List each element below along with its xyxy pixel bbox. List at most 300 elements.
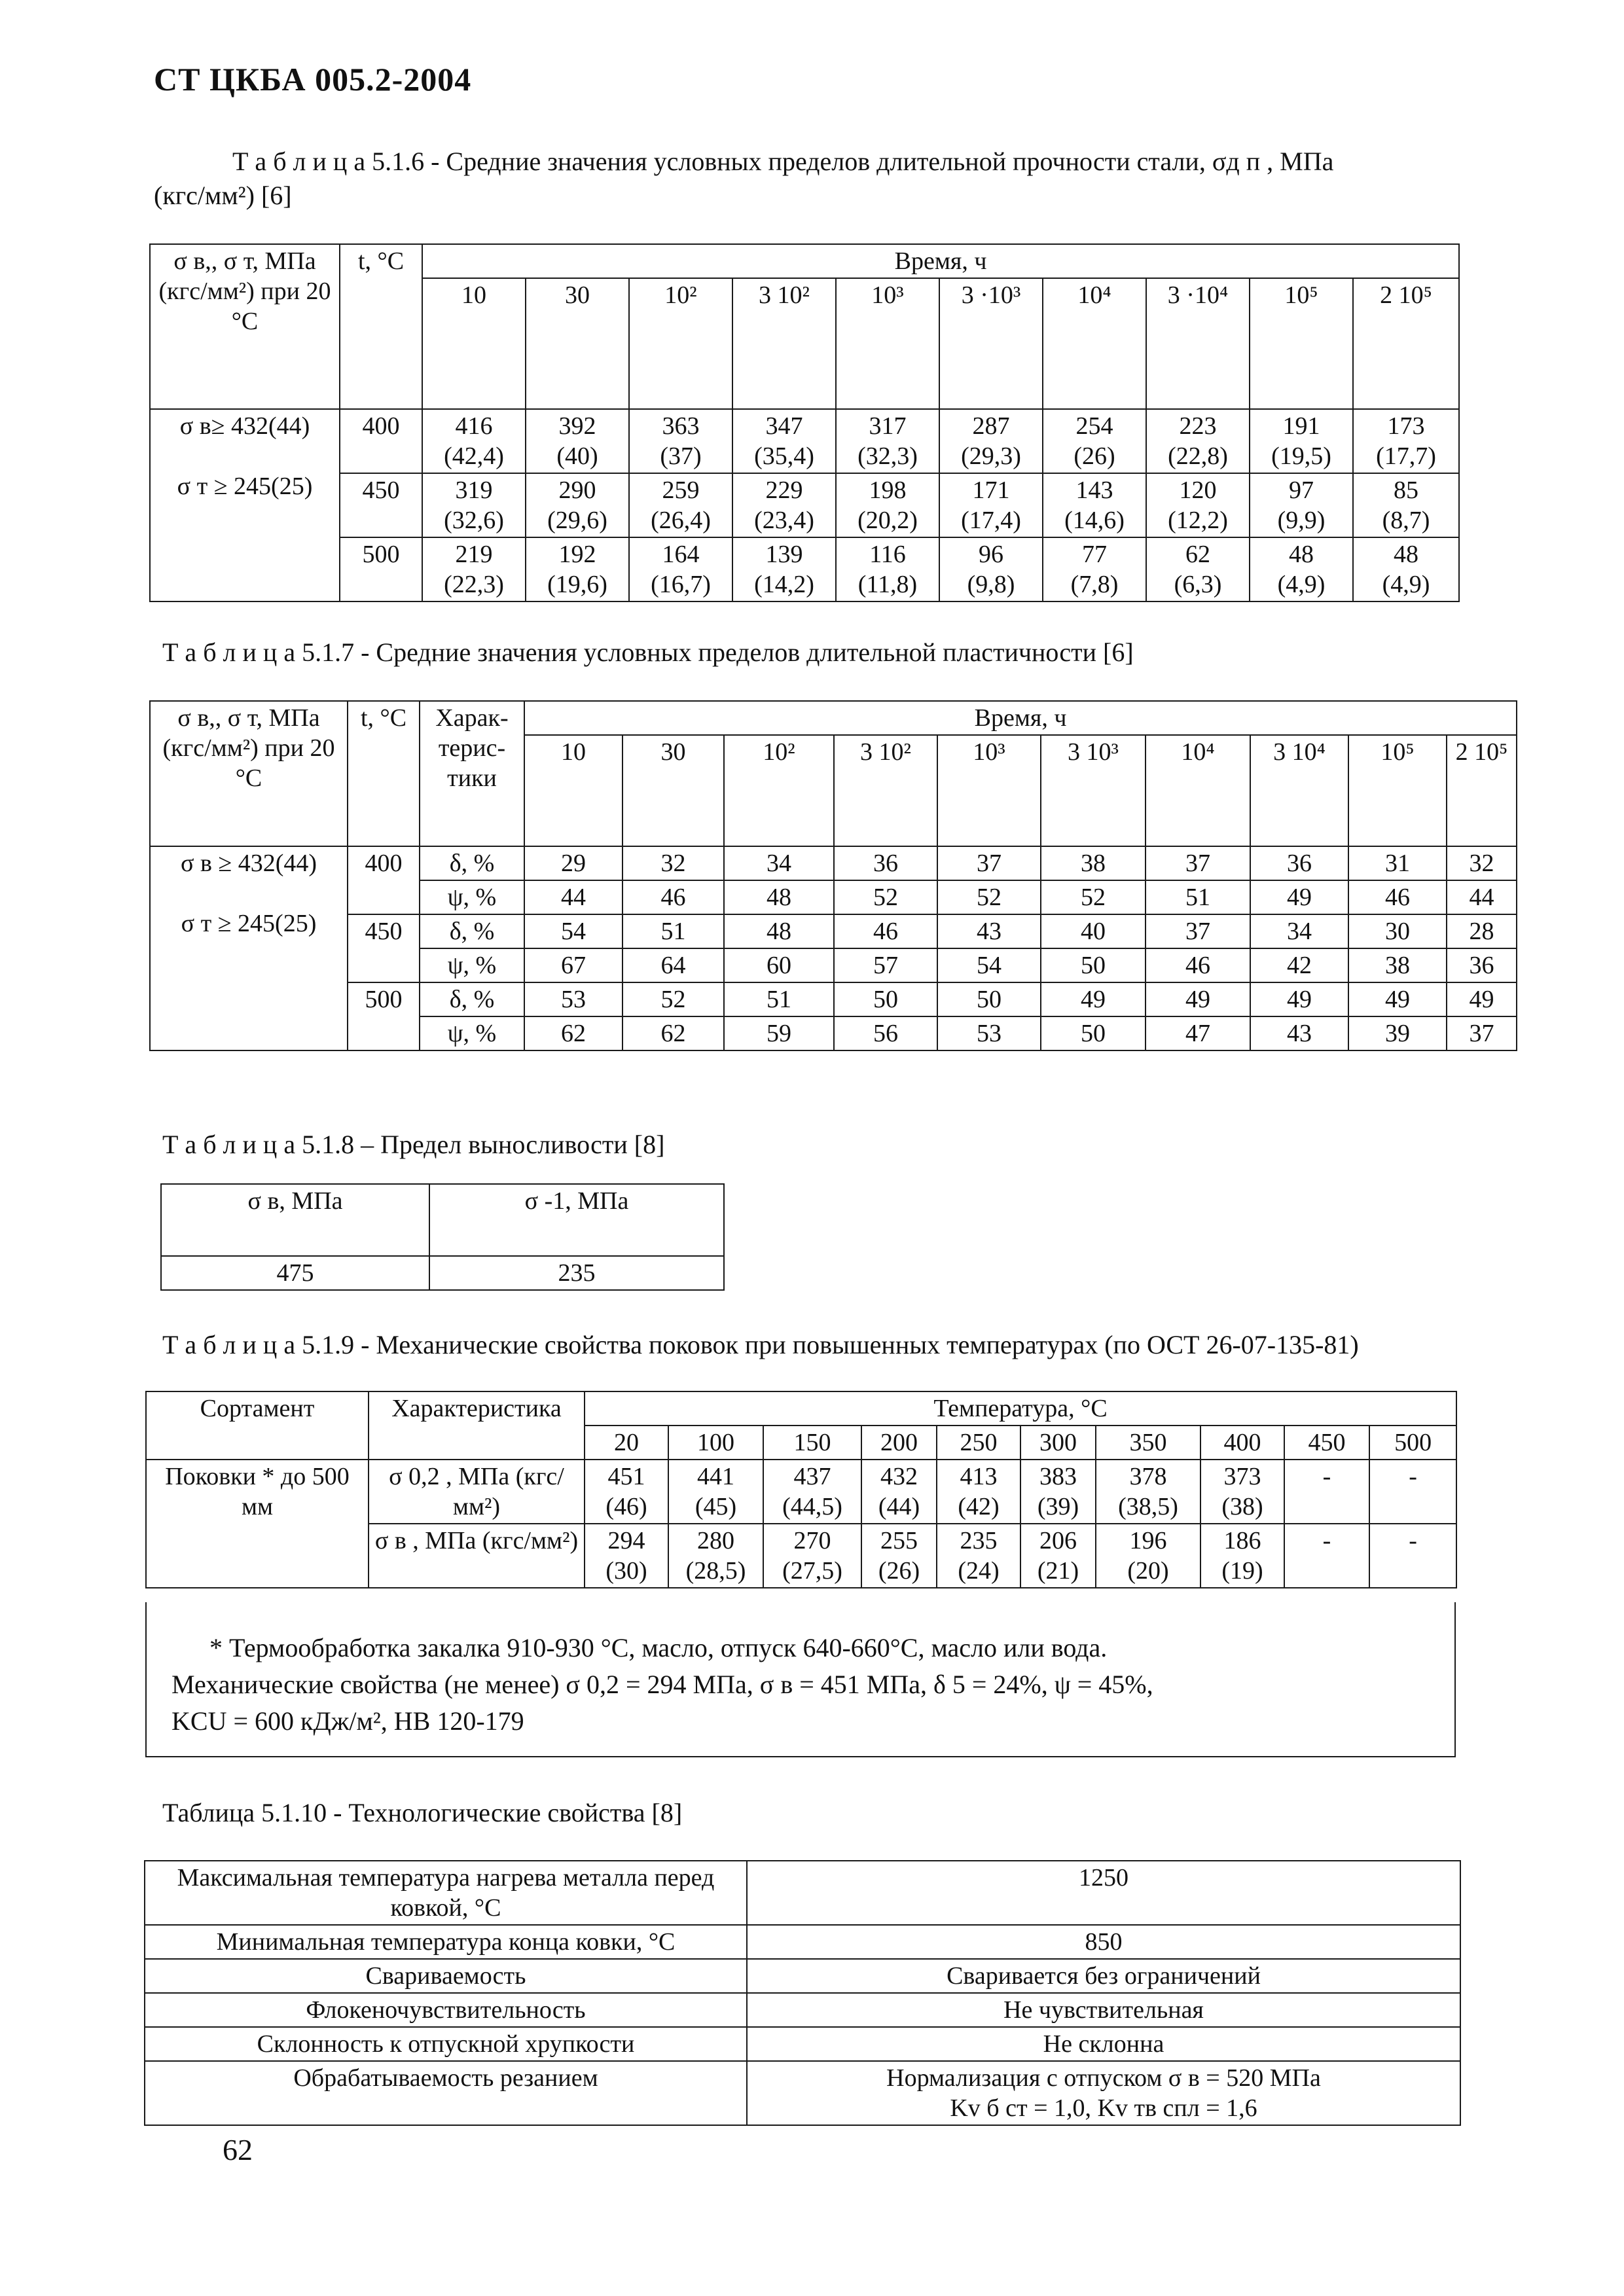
table-row bbox=[150, 914, 1517, 948]
table-5-1-7 bbox=[149, 700, 1517, 1051]
property-kgf: (45) bbox=[695, 1493, 737, 1520]
property-value bbox=[747, 1959, 1460, 1993]
stress-mpa: 85 bbox=[1394, 476, 1419, 504]
time-header: 2 10⁵ bbox=[1353, 278, 1459, 409]
table-row bbox=[145, 2061, 1460, 2125]
value-cell bbox=[422, 409, 526, 473]
property-kgf: (38) bbox=[1221, 1493, 1263, 1520]
value-cell: 47 bbox=[1146, 1016, 1250, 1050]
value-cell bbox=[1020, 1460, 1096, 1524]
value-cell: 46 bbox=[1146, 948, 1250, 982]
table-5-1-10-caption: Таблица 5.1.10 - Технологические свойства [8] bbox=[162, 1798, 683, 1827]
property-kgf: (44) bbox=[878, 1493, 920, 1520]
sigma-b-condition: σ в ≥ 432(44) bbox=[180, 850, 317, 877]
value-cell bbox=[1043, 473, 1146, 537]
temperature-header: 200 bbox=[861, 1426, 937, 1460]
time-header: 2 10⁵ bbox=[1447, 735, 1517, 846]
value-cell: 52 bbox=[1041, 880, 1146, 914]
value-cell: 50 bbox=[834, 982, 937, 1016]
property-value bbox=[747, 2027, 1460, 2061]
stress-mpa: 259 bbox=[662, 476, 700, 504]
value-cell: 64 bbox=[623, 948, 724, 982]
property-mpa: 378 bbox=[1129, 1463, 1167, 1490]
temperature-header: 150 bbox=[763, 1426, 861, 1460]
value-cell: 59 bbox=[724, 1016, 834, 1050]
stress-mpa: 164 bbox=[662, 541, 700, 568]
time-header: 3 10³ bbox=[1041, 735, 1146, 846]
property-mpa: 280 bbox=[697, 1527, 734, 1554]
stress-kgf: (9,8) bbox=[967, 571, 1015, 598]
stress-kgf: (40) bbox=[556, 442, 598, 470]
stress-kgf: (26,4) bbox=[651, 507, 711, 534]
value-cell bbox=[1146, 473, 1250, 537]
stress-mpa: 48 bbox=[1394, 541, 1419, 568]
property-value-text-2: Kv б ст = 1,0, Kv тв спл = 1,6 bbox=[950, 2094, 1257, 2122]
stress-mpa: 363 bbox=[662, 412, 700, 440]
table-row bbox=[146, 1460, 1456, 1524]
value-cell: 52 bbox=[937, 880, 1041, 914]
table-row bbox=[150, 982, 1517, 1016]
value-cell bbox=[1096, 1524, 1200, 1588]
header-sigma-minus1: σ -1, МПа bbox=[429, 1184, 724, 1256]
value-cell: 60 bbox=[724, 948, 834, 982]
stress-kgf: (26) bbox=[1074, 442, 1115, 470]
property-mpa: 206 bbox=[1039, 1527, 1077, 1554]
characteristic-cell: δ, % bbox=[420, 914, 524, 948]
property-value-text: Сваривается без ограничений bbox=[947, 1962, 1261, 1990]
stress-kgf: (20,2) bbox=[857, 507, 918, 534]
value-cell: 30 bbox=[1348, 914, 1447, 948]
stress-mpa: 229 bbox=[765, 476, 803, 504]
stress-kgf: (22,8) bbox=[1168, 442, 1228, 470]
property-mpa: 441 bbox=[697, 1463, 734, 1490]
value-cell: 50 bbox=[937, 982, 1041, 1016]
property-mpa: 294 bbox=[607, 1527, 645, 1554]
stress-mpa: 191 bbox=[1282, 412, 1320, 440]
value-cell bbox=[1200, 1524, 1284, 1588]
value-cell: 32 bbox=[1447, 846, 1517, 880]
time-header: 10² bbox=[724, 735, 834, 846]
time-header: 30 bbox=[526, 278, 629, 409]
value-cell: 44 bbox=[1447, 880, 1517, 914]
time-header: 10 bbox=[524, 735, 623, 846]
value-cell bbox=[939, 409, 1043, 473]
value-cell: 50 bbox=[1041, 948, 1146, 982]
temperature-cell: 450 bbox=[348, 914, 420, 982]
characteristic-cell: δ, % bbox=[420, 982, 524, 1016]
value-cell bbox=[732, 409, 836, 473]
value-cell: 29 bbox=[524, 846, 623, 880]
value-cell bbox=[763, 1460, 861, 1524]
stress-mpa: 317 bbox=[869, 412, 907, 440]
value-cell bbox=[668, 1524, 763, 1588]
sortament-cell: Поковки * до 500 мм bbox=[146, 1460, 369, 1588]
sigma-t-condition: σ т ≥ 245(25) bbox=[177, 473, 313, 500]
value-cell: 49 bbox=[1348, 982, 1447, 1016]
temperature-header: 300 bbox=[1020, 1426, 1096, 1460]
stress-mpa: 192 bbox=[558, 541, 596, 568]
table-row bbox=[145, 1925, 1460, 1959]
property-mpa: - bbox=[1409, 1463, 1417, 1490]
stress-mpa: 97 bbox=[1289, 476, 1314, 504]
temperature-header: 20 bbox=[585, 1426, 668, 1460]
header-characteristic: Характеристика bbox=[369, 1391, 585, 1460]
value-cell bbox=[732, 473, 836, 537]
table-5-1-10 bbox=[144, 1860, 1461, 2126]
table-row bbox=[150, 409, 1459, 473]
value-cell: 50 bbox=[1041, 1016, 1146, 1050]
stress-kgf: (17,7) bbox=[1376, 442, 1436, 470]
value-cell: 36 bbox=[1447, 948, 1517, 982]
value-cell bbox=[836, 473, 939, 537]
stress-kgf: (8,7) bbox=[1382, 507, 1430, 534]
table-row bbox=[150, 473, 1459, 537]
table-5-1-7-caption: Т а б л и ц а 5.1.7 - Средние значения условных пределов длительной пластичности [6] bbox=[162, 637, 1134, 667]
stress-kgf: (14,6) bbox=[1064, 507, 1125, 534]
strength-condition bbox=[150, 409, 340, 601]
property-kgf: (42) bbox=[958, 1493, 1000, 1520]
time-header: 10⁴ bbox=[1146, 735, 1250, 846]
value-sigma-b: 475 bbox=[161, 1256, 429, 1290]
value-cell: 53 bbox=[937, 1016, 1041, 1050]
value-cell bbox=[1284, 1460, 1369, 1524]
property-kgf: (38,5) bbox=[1118, 1493, 1178, 1520]
temperature-header: 450 bbox=[1284, 1426, 1369, 1460]
property-mpa: 196 bbox=[1129, 1527, 1167, 1554]
strength-condition bbox=[150, 846, 348, 1050]
time-header: 3 ·10⁴ bbox=[1146, 278, 1250, 409]
property-kgf: (19) bbox=[1221, 1557, 1263, 1585]
value-cell bbox=[763, 1524, 861, 1588]
value-cell: 48 bbox=[724, 914, 834, 948]
header-time: Время, ч bbox=[524, 701, 1517, 735]
value-cell bbox=[668, 1460, 763, 1524]
value-cell bbox=[1250, 537, 1353, 601]
stress-mpa: 290 bbox=[558, 476, 596, 504]
value-cell: 37 bbox=[937, 846, 1041, 880]
table-row bbox=[150, 537, 1459, 601]
value-cell bbox=[937, 1524, 1020, 1588]
stress-kgf: (17,4) bbox=[961, 507, 1021, 534]
value-cell: 32 bbox=[623, 846, 724, 880]
property-kgf: (24) bbox=[958, 1557, 1000, 1585]
time-header: 3 10² bbox=[834, 735, 937, 846]
value-cell: 52 bbox=[623, 982, 724, 1016]
value-cell: 36 bbox=[834, 846, 937, 880]
heat-treatment-note: * Термообработка закалка 910-930 °С, масло, отпуск 640-660°С, масло или вода. bbox=[209, 1633, 1108, 1662]
characteristic-cell: ψ, % bbox=[420, 880, 524, 914]
property-kgf: (27,5) bbox=[782, 1557, 842, 1585]
value-cell bbox=[861, 1524, 937, 1588]
time-header: 3 ·10³ bbox=[939, 278, 1043, 409]
property-name: Обрабатываемость резанием bbox=[145, 2061, 747, 2125]
value-cell: 38 bbox=[1348, 948, 1447, 982]
property-mpa: - bbox=[1322, 1527, 1331, 1554]
stress-mpa: 254 bbox=[1075, 412, 1113, 440]
sigma-t-condition: σ т ≥ 245(25) bbox=[181, 910, 317, 937]
property-kgf: (26) bbox=[878, 1557, 920, 1585]
value-cell: 49 bbox=[1041, 982, 1146, 1016]
value-cell bbox=[1250, 409, 1353, 473]
temperature-cell: 450 bbox=[340, 473, 422, 537]
property-kgf: (39) bbox=[1037, 1493, 1079, 1520]
property-mpa: 235 bbox=[960, 1527, 998, 1554]
stress-mpa: 48 bbox=[1289, 541, 1314, 568]
stress-kgf: (29,6) bbox=[547, 507, 607, 534]
value-cell bbox=[1146, 537, 1250, 601]
header-sigma-b: σ в, МПа bbox=[161, 1184, 429, 1256]
property-kgf: (28,5) bbox=[685, 1557, 746, 1585]
stress-kgf: (4,9) bbox=[1277, 571, 1326, 598]
temperature-header: 350 bbox=[1096, 1426, 1200, 1460]
stress-kgf: (9,9) bbox=[1277, 507, 1326, 534]
value-cell: 42 bbox=[1250, 948, 1348, 982]
value-cell: 28 bbox=[1447, 914, 1517, 948]
property-value bbox=[747, 1861, 1460, 1925]
value-cell: 49 bbox=[1250, 880, 1348, 914]
value-cell bbox=[1353, 473, 1459, 537]
table-row bbox=[145, 1861, 1460, 1925]
characteristic-cell: ψ, % bbox=[420, 948, 524, 982]
property-mpa: - bbox=[1409, 1527, 1417, 1554]
value-cell: 54 bbox=[937, 948, 1041, 982]
value-cell: 38 bbox=[1041, 846, 1146, 880]
value-cell: 37 bbox=[1447, 1016, 1517, 1050]
document-code: СТ ЦКБА 005.2-2004 bbox=[154, 61, 472, 98]
value-cell: 37 bbox=[1146, 914, 1250, 948]
header-sortament: Сортамент bbox=[146, 1391, 369, 1460]
value-cell: 52 bbox=[834, 880, 937, 914]
value-cell bbox=[939, 537, 1043, 601]
property-value bbox=[747, 1925, 1460, 1959]
stress-mpa: 173 bbox=[1387, 412, 1425, 440]
value-cell bbox=[1353, 537, 1459, 601]
value-sigma-minus1: 235 bbox=[429, 1256, 724, 1290]
characteristic-cell: σ 0,2 , МПа (кгс/мм²) bbox=[369, 1460, 585, 1524]
value-cell bbox=[629, 473, 732, 537]
characteristic-cell: σ в , МПа (кгс/мм²) bbox=[369, 1524, 585, 1588]
value-cell bbox=[836, 409, 939, 473]
property-mpa: 383 bbox=[1039, 1463, 1077, 1490]
stress-kgf: (6,3) bbox=[1174, 571, 1222, 598]
stress-kgf: (4,9) bbox=[1382, 571, 1430, 598]
time-header: 30 bbox=[623, 735, 724, 846]
value-cell bbox=[861, 1460, 937, 1524]
value-cell bbox=[1146, 409, 1250, 473]
value-cell: 49 bbox=[1250, 982, 1348, 1016]
characteristic-cell: δ, % bbox=[420, 846, 524, 880]
header-characteristics: Харак- терис- тики bbox=[420, 701, 524, 846]
property-value-text: 1250 bbox=[1079, 1864, 1128, 1892]
value-cell: 31 bbox=[1348, 846, 1447, 880]
table-5-1-6-title: - Средние значения условных пределов длительной прочности стали, σд п , МПа bbox=[424, 147, 1334, 176]
property-kgf: (21) bbox=[1037, 1557, 1079, 1585]
value-cell bbox=[585, 1524, 668, 1588]
property-mpa: 432 bbox=[880, 1463, 918, 1490]
stress-mpa: 198 bbox=[869, 476, 907, 504]
value-cell: 46 bbox=[1348, 880, 1447, 914]
value-cell bbox=[937, 1460, 1020, 1524]
value-cell: 57 bbox=[834, 948, 937, 982]
property-value-text: Не чувствительная bbox=[1003, 1996, 1204, 2024]
value-cell: 43 bbox=[1250, 1016, 1348, 1050]
value-cell: 62 bbox=[623, 1016, 724, 1050]
stress-kgf: (23,4) bbox=[754, 507, 814, 534]
value-cell bbox=[1369, 1524, 1456, 1588]
value-cell bbox=[732, 537, 836, 601]
value-cell: 49 bbox=[1146, 982, 1250, 1016]
time-header: 10⁵ bbox=[1250, 278, 1353, 409]
time-header: 10³ bbox=[937, 735, 1041, 846]
value-cell: 40 bbox=[1041, 914, 1146, 948]
temperature-header: 400 bbox=[1200, 1426, 1284, 1460]
time-header: 10³ bbox=[836, 278, 939, 409]
stress-kgf: (19,5) bbox=[1271, 442, 1331, 470]
value-cell: 51 bbox=[724, 982, 834, 1016]
value-cell bbox=[1043, 537, 1146, 601]
value-cell: 49 bbox=[1447, 982, 1517, 1016]
stress-mpa: 416 bbox=[455, 412, 493, 440]
time-header: 10² bbox=[629, 278, 732, 409]
value-cell bbox=[1200, 1460, 1284, 1524]
stress-mpa: 223 bbox=[1179, 412, 1217, 440]
property-name: Свариваемость bbox=[145, 1959, 747, 1993]
table-5-1-8-caption: Т а б л и ц а 5.1.8 – Предел выносливости [8] bbox=[162, 1130, 665, 1159]
property-name: Склонность к отпускной хрупкости bbox=[145, 2027, 747, 2061]
value-cell: 37 bbox=[1146, 846, 1250, 880]
stress-kgf: (12,2) bbox=[1168, 507, 1228, 534]
value-cell bbox=[1369, 1460, 1456, 1524]
stress-mpa: 319 bbox=[455, 476, 493, 504]
value-cell: 54 bbox=[524, 914, 623, 948]
value-cell bbox=[1020, 1524, 1096, 1588]
stress-kgf: (32,6) bbox=[444, 507, 504, 534]
value-cell bbox=[629, 537, 732, 601]
table-5-1-6 bbox=[149, 243, 1460, 602]
value-cell: 48 bbox=[724, 880, 834, 914]
table-row bbox=[145, 1959, 1460, 1993]
stress-kgf: (29,3) bbox=[961, 442, 1021, 470]
table-row bbox=[145, 1993, 1460, 2027]
value-cell bbox=[1250, 473, 1353, 537]
time-header: 3 10² bbox=[732, 278, 836, 409]
temperature-cell: 400 bbox=[340, 409, 422, 473]
stress-mpa: 96 bbox=[979, 541, 1003, 568]
value-cell: 67 bbox=[524, 948, 623, 982]
header-stress: σ в,, σ т, МПа (кгс/мм²) при 20 °С bbox=[150, 701, 348, 846]
property-mpa: 186 bbox=[1223, 1527, 1261, 1554]
header-stress: σ в,, σ т, МПа (кгс/мм²) при 20 °С bbox=[150, 244, 340, 409]
header-temperature: t, °С bbox=[348, 701, 420, 846]
value-cell: 56 bbox=[834, 1016, 937, 1050]
stress-kgf: (16,7) bbox=[651, 571, 711, 598]
stress-kgf: (32,3) bbox=[857, 442, 918, 470]
stress-mpa: 287 bbox=[972, 412, 1010, 440]
value-cell bbox=[526, 409, 629, 473]
value-cell bbox=[939, 473, 1043, 537]
value-cell bbox=[1096, 1460, 1200, 1524]
table-5-1-8 bbox=[160, 1183, 725, 1291]
temperature-header: 100 bbox=[668, 1426, 763, 1460]
value-cell bbox=[526, 537, 629, 601]
stress-mpa: 347 bbox=[765, 412, 803, 440]
property-name: Минимальная температура конца ковки, °С bbox=[145, 1925, 747, 1959]
stress-mpa: 219 bbox=[455, 541, 493, 568]
stress-mpa: 143 bbox=[1075, 476, 1113, 504]
value-cell bbox=[585, 1460, 668, 1524]
stress-kgf: (42,4) bbox=[444, 442, 504, 470]
stress-kgf: (14,2) bbox=[754, 571, 814, 598]
stress-kgf: (11,8) bbox=[857, 571, 918, 598]
table-5-1-9-caption: Т а б л и ц а 5.1.9 - Механические свойства поковок при повышенных температурах (по ОСТ 26-07-135-81) bbox=[162, 1330, 1359, 1359]
stress-kgf: (7,8) bbox=[1070, 571, 1119, 598]
table-row bbox=[145, 2027, 1460, 2061]
value-cell: 46 bbox=[623, 880, 724, 914]
stress-kgf: (22,3) bbox=[444, 571, 504, 598]
table-5-1-6-label: Т а б л и ц а 5.1.6 bbox=[232, 147, 425, 176]
temperature-header: 250 bbox=[937, 1426, 1020, 1460]
value-cell: 51 bbox=[623, 914, 724, 948]
time-header: 10 bbox=[422, 278, 526, 409]
table-5-1-6-caption-line2: (кгс/мм²) [6] bbox=[154, 181, 292, 210]
property-kgf: (44,5) bbox=[782, 1493, 842, 1520]
stress-mpa: 171 bbox=[972, 476, 1010, 504]
stress-mpa: 120 bbox=[1179, 476, 1217, 504]
stress-mpa: 392 bbox=[558, 412, 596, 440]
property-mpa: - bbox=[1322, 1463, 1331, 1490]
value-cell: 62 bbox=[524, 1016, 623, 1050]
temperature-cell: 500 bbox=[348, 982, 420, 1050]
stress-mpa: 139 bbox=[765, 541, 803, 568]
property-mpa: 255 bbox=[880, 1527, 918, 1554]
time-header: 3 10⁴ bbox=[1250, 735, 1348, 846]
header-time: Время, ч bbox=[422, 244, 1459, 278]
property-kgf: (30) bbox=[605, 1557, 647, 1585]
property-value-text: Не склонна bbox=[1043, 2030, 1164, 2058]
property-kgf: (20) bbox=[1127, 1557, 1169, 1585]
value-cell bbox=[1353, 409, 1459, 473]
value-cell bbox=[1043, 409, 1146, 473]
temperature-cell: 500 bbox=[340, 537, 422, 601]
value-cell bbox=[526, 473, 629, 537]
value-cell: 36 bbox=[1250, 846, 1348, 880]
stress-kgf: (37) bbox=[660, 442, 702, 470]
property-name: Флокеночувствительность bbox=[145, 1993, 747, 2027]
value-cell: 46 bbox=[834, 914, 937, 948]
value-cell bbox=[629, 409, 732, 473]
property-value-text: 850 bbox=[1085, 1928, 1123, 1956]
table-5-1-9 bbox=[145, 1391, 1457, 1588]
property-value bbox=[747, 1993, 1460, 2027]
value-cell: 34 bbox=[724, 846, 834, 880]
mechanical-properties-note: Механические свойства (не менее) σ 0,2 = 294 МПа, σ в = 451 МПа, δ 5 = 24%, ψ = 45%, bbox=[171, 1670, 1153, 1699]
temperature-header: 500 bbox=[1369, 1426, 1456, 1460]
property-kgf: (46) bbox=[605, 1493, 647, 1520]
value-cell bbox=[422, 473, 526, 537]
value-cell: 53 bbox=[524, 982, 623, 1016]
time-header: 10⁵ bbox=[1348, 735, 1447, 846]
table-row bbox=[150, 846, 1517, 880]
property-mpa: 270 bbox=[793, 1527, 831, 1554]
header-temperature: t, °С bbox=[340, 244, 422, 409]
kcu-hardness-note: KCU = 600 кДж/м², НВ 120-179 bbox=[171, 1706, 524, 1736]
characteristic-cell: ψ, % bbox=[420, 1016, 524, 1050]
property-mpa: 451 bbox=[607, 1463, 645, 1490]
value-cell: 44 bbox=[524, 880, 623, 914]
property-mpa: 413 bbox=[960, 1463, 998, 1490]
property-mpa: 373 bbox=[1223, 1463, 1261, 1490]
stress-kgf: (19,6) bbox=[547, 571, 607, 598]
